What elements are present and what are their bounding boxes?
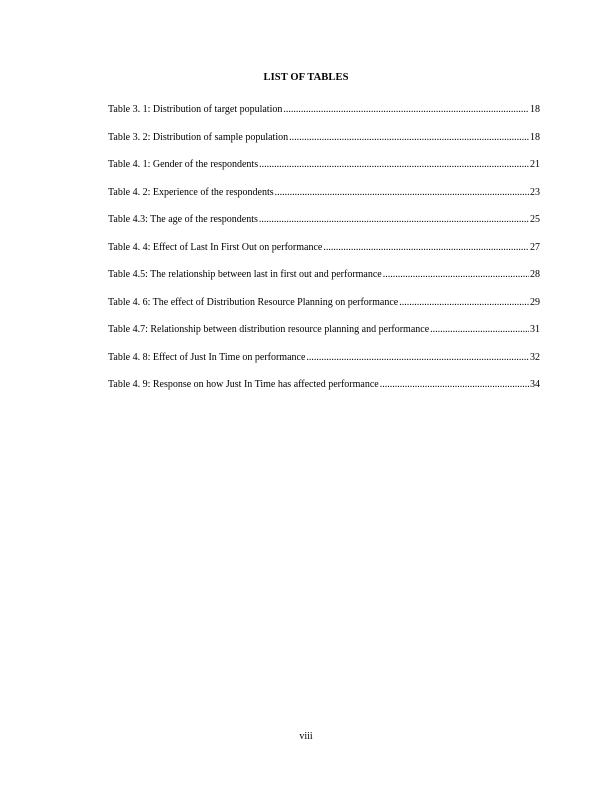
- toc-entry[interactable]: [108, 130, 540, 158]
- table-list: [108, 102, 540, 405]
- dot-leader: [259, 212, 529, 228]
- toc-entry-label: Table 3. 1: Distribution of target population: [108, 104, 283, 115]
- toc-entry-label: Table 4.3: The age of the respondents: [108, 214, 258, 225]
- dot-leader: [283, 102, 529, 118]
- toc-entry-page: 23: [530, 186, 540, 198]
- toc-entry-label: Table 4. 1: Gender of the respondents: [108, 159, 259, 170]
- dot-leader: [430, 322, 529, 338]
- toc-entry[interactable]: [108, 185, 540, 213]
- toc-entry-label: Table 4. 4: Effect of Last In First Out on performance: [108, 241, 323, 253]
- toc-entry[interactable]: [108, 322, 540, 350]
- toc-entry-label: Table 4. 9: Response on how Just In Time has affected performance: [108, 379, 379, 390]
- toc-entry-label: Table 4.5: The relationship between last in first out and performance: [108, 269, 382, 280]
- toc-entry[interactable]: [108, 157, 540, 185]
- dot-leader: [259, 157, 529, 173]
- toc-entry-page: 31: [530, 324, 540, 335]
- toc-entry-label: Table 4. 2: Experience of the respondents: [108, 186, 274, 198]
- toc-entry-label: Table 3. 2: Distribution of sample population: [108, 131, 289, 143]
- dot-leader: [399, 295, 529, 311]
- toc-entry-page: 29: [530, 296, 540, 308]
- toc-entry[interactable]: [108, 350, 540, 378]
- toc-entry-page: 34: [530, 379, 540, 390]
- dot-leader: [306, 350, 529, 366]
- page-number: viii: [299, 731, 313, 742]
- toc-entry[interactable]: [108, 212, 540, 240]
- dot-leader: [275, 185, 529, 201]
- toc-entry-label: Table 4. 8: Effect of Just In Time on performance: [108, 351, 306, 363]
- toc-entry[interactable]: [108, 102, 540, 130]
- toc-entry[interactable]: [108, 295, 540, 323]
- toc-entry-label: Table 4. 6: The effect of Distribution Resource Planning on performance: [108, 296, 399, 308]
- dot-leader: [289, 130, 529, 146]
- toc-entry-label: Table 4.7: Relationship between distribution resource planning and performance: [108, 324, 430, 335]
- toc-entry-page: 32: [530, 351, 540, 363]
- toc-entry-page: 21: [530, 159, 540, 170]
- toc-entry[interactable]: [108, 240, 540, 268]
- toc-entry[interactable]: [108, 267, 540, 295]
- dot-leader: [323, 240, 529, 256]
- toc-entry[interactable]: [108, 377, 540, 405]
- toc-entry-page: 28: [530, 269, 540, 280]
- dot-leader: [383, 267, 529, 283]
- toc-entry-page: 18: [530, 131, 540, 143]
- toc-entry-page: 25: [530, 214, 540, 225]
- page-title: LIST OF TABLES: [263, 72, 349, 83]
- toc-entry-page: 18: [530, 104, 540, 115]
- toc-entry-page: 27: [530, 241, 540, 253]
- dot-leader: [380, 377, 529, 393]
